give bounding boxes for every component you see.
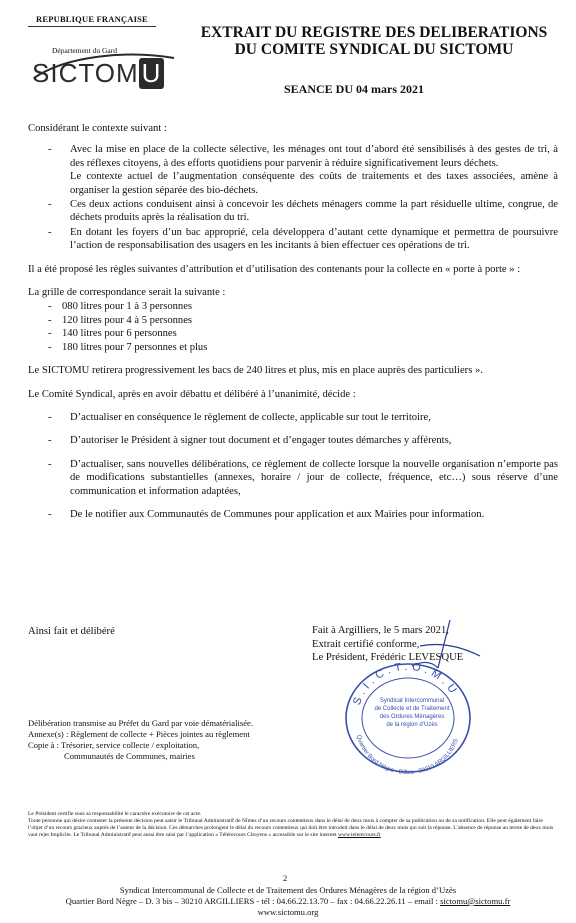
seance-date: SEANCE DU 04 mars 2021 <box>284 82 425 96</box>
grille-item: - 080 litres pour 1 à 3 personnes <box>48 301 193 313</box>
decision-item: - D’autoriser le Président à signer tout document et d’engager toutes démarches y afférents, <box>48 435 452 447</box>
annexes-line: Annexe(s) : Règlement de collecte + Pièces jointes au règlement <box>28 729 250 739</box>
president-name: Le Président, Frédéric LEVESQUE <box>312 652 464 664</box>
website-link[interactable]: www.sictomu.org <box>257 906 319 917</box>
stamp-ring-text: S.I.C.T.O.M.U <box>350 660 461 707</box>
grille-intro: La grille de correspondance serait la suivante : <box>28 287 226 299</box>
page-footer <box>0 885 576 917</box>
official-stamp <box>336 656 476 781</box>
header-divider <box>28 26 156 27</box>
transmission-block <box>28 718 253 762</box>
stamp-inner-line: Syndicat Intercommunal <box>379 698 445 704</box>
legal-notice <box>28 811 558 839</box>
context-list <box>28 143 558 252</box>
comite-paragraph: Le Comité Syndical, après en avoir débattu et délibéré à l’unanimité, décide : <box>28 388 356 400</box>
decision-item: - D’actualiser en conséquence le règlement de collecte, applicable sur tout le territoire, <box>48 411 431 423</box>
stamp-seal <box>336 656 476 776</box>
grille-item: - 120 litres pour 4 à 5 personnes <box>48 314 193 326</box>
grille-item: - 180 litres pour 7 personnes et plus <box>48 341 208 353</box>
stamp-ring-bottom: Quartier Bord Nègre - D3bis - 30210 ARGILLIERS <box>354 734 460 776</box>
considerant-intro: Considérant le contexte suivant : <box>28 123 167 134</box>
stamp-inner-line: de la région d’Uzès <box>386 722 438 728</box>
transmission-line: Délibération transmise au Préfet du Gard par voie dématérialisée. <box>28 718 254 728</box>
page-number: 2 <box>283 873 288 883</box>
grille-list <box>28 300 558 354</box>
context-item: - Avec la mise en place de la collecte sélective, les ménages ont tout d’abord été sensibilisés à des gestes de tri, à des réflexes citoyens, à des efforts quotidiens pour parvenir à réduire significativement leurs déchets. Le contexte actuel de l’augmentation conséquente des coûts de traitements et des taxes associées, amène à organiser la gestion séparée des bio-déchets. <box>48 144 558 196</box>
sictomu-logo <box>32 58 164 89</box>
telerecours-link[interactable]: www.telerecours.fr <box>337 832 381 838</box>
departement-label: Département du Gard <box>52 46 117 55</box>
stamp-inner-line: des Ordures Ménagères <box>379 714 445 720</box>
document-title: EXTRAIT DU REGISTRE DES DELIBERATIONS DU COMITE SYNDICAL DU SICTOMU <box>200 24 548 58</box>
deliberation-body <box>28 122 558 531</box>
decision-item: - De le notifier aux Communautés de Communes pour application et aux Mairies pour information. <box>48 508 485 520</box>
grille-item: - 140 litres pour 6 personnes <box>48 328 177 340</box>
context-item: - En dotant les foyers d’un bac approprié, cela développera d’autant cette dynamique et permettra de poursuivre l’action de responsabilisation des usagers en les incitants à bien effectuer ces opérations de tri. <box>48 226 558 252</box>
fait-a: Fait à Argilliers, le 5 mars 2021, <box>312 625 449 636</box>
footer-address: Quartier Bord Nègre – D. 3 bis – 30210 ARGILLIERS - tél : 04.66.22.13.70 – fax : 04.66.22.26.11 – email : sictomu@sictomu.fr <box>65 895 511 906</box>
decisions-list <box>28 411 558 521</box>
legal-recours: Toute personne qui désire contester la présente décision peut saisir le Tribunal Administratif de Nîmes d’un recours contentieux dans le délai de deux mois à compter de sa publication ou de sa notification. Elle peut également faire l’objet d’un recours gracieux auprès de l’auteur de la décision. Ces démarches prolongent le délai du recours contentieux qui doit être introduit dans le délai de deux mois qui suit la réponse. L’absence de réponse au terme de deux mois vaut rejet Implicite. Le Tribunal Administratif peut aussi être saisi par l’application « Télérecours Citoyens » accessible sur le site internet www.telerecours.fr <box>28 818 554 838</box>
decision-item: - D’actualiser, sans nouvelles délibérations, ce règlement de collecte lorsque la nouvelle organisation n’emporte pas de modifications substantielles (annexes, horaire / jour de collecte, fréquence, etc…) sous réserve d’une communication et information adaptées, <box>48 458 558 497</box>
context-item: - Ces deux actions conduisent ainsi à concevoir les déchets ménagers comme la part résiduelle ultime, congrue, de déchets produits après la réalisation du tri. <box>48 199 558 224</box>
propose-paragraph: Il a été proposé les règles suivantes d’attribution et d’utilisation des contenants pour la collecte en « porte à porte » : <box>28 263 521 275</box>
republique-francaise: REPUBLIQUE FRANÇAISE <box>36 14 148 24</box>
email-link[interactable]: sictomu@sictomu.fr <box>440 895 511 906</box>
copie-line: Copie à : Trésorier, service collecte / exploitation, <box>28 740 200 750</box>
footer-org: Syndicat Intercommunal de Collecte et de Traitement des Ordures Ménagères de la région d’Uzès <box>119 885 457 895</box>
legal-line: Le Président certifie sous sa responsabilité le caractère exécutoire de cet acte. <box>28 811 202 817</box>
retirera-paragraph: Le SICTOMU retirera progressivement les bacs de 240 litres et plus, mis en place auprès des particuliers ». <box>28 365 483 377</box>
logo-text: SICTOM U <box>32 58 164 88</box>
ainsi-fait: Ainsi fait et délibéré <box>28 626 115 637</box>
extrait-certifie: Extrait certifié conforme, <box>312 638 420 650</box>
copie-line-2: Communautés de Communes, mairies <box>64 751 195 761</box>
logo-swoosh <box>26 48 176 88</box>
svg-text:Quartier Bord Nègre - D3bis - <box>355 734 460 776</box>
stamp-inner-line: de Collecte et de Traitement <box>374 706 450 712</box>
